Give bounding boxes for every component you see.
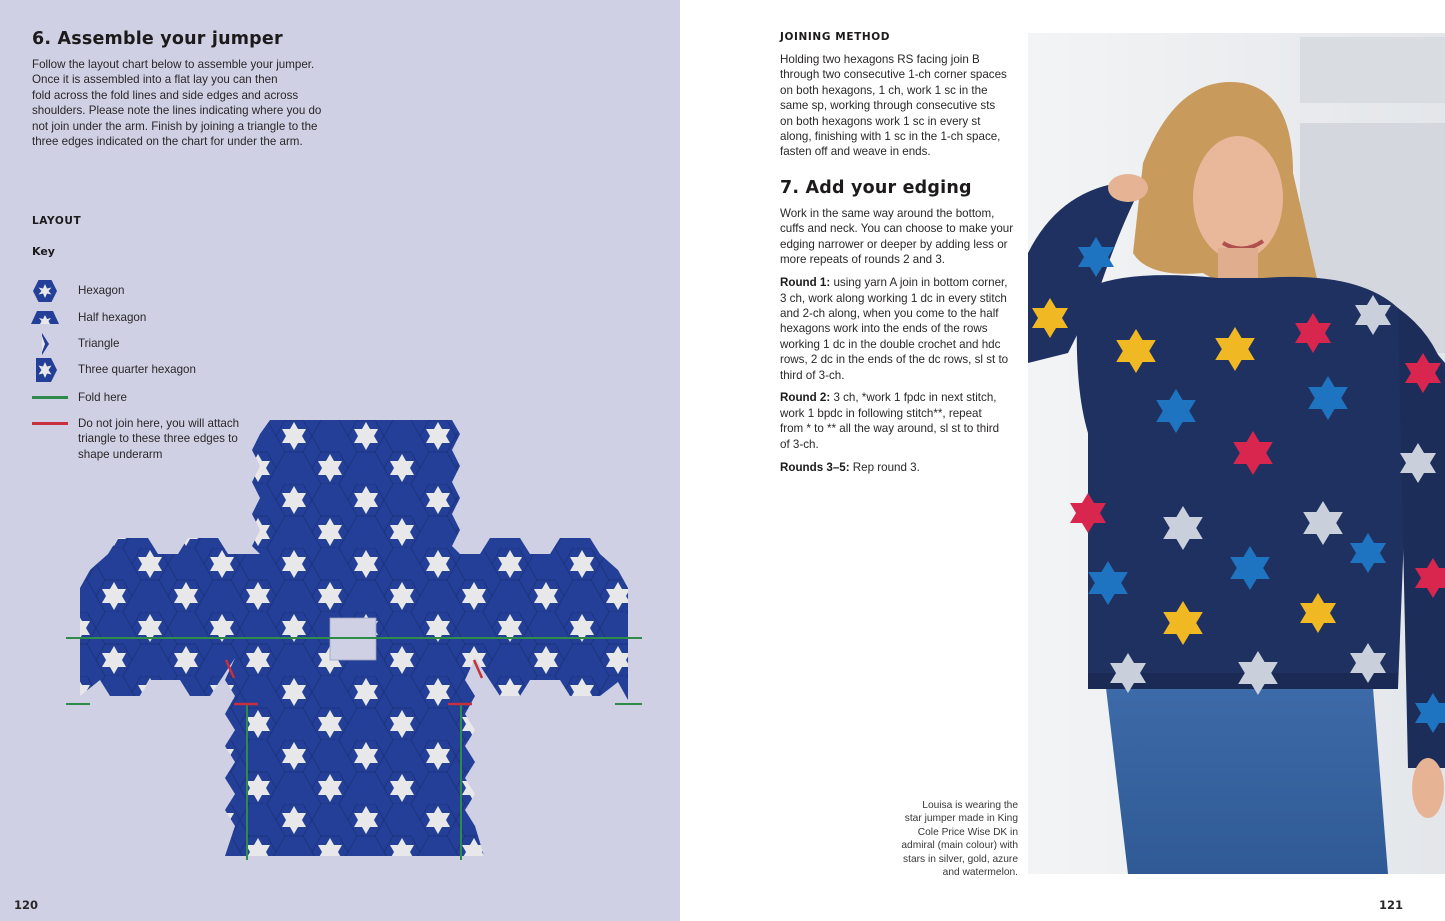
rounds-3-5 <box>780 460 1020 475</box>
text-line: stars in silver, gold, azure <box>903 853 1018 865</box>
key-label: Three quarter hexagon <box>78 363 196 376</box>
layout-heading: LAYOUT <box>32 215 82 227</box>
key-label: Triangle <box>78 337 120 350</box>
key-label: Hexagon <box>78 284 125 297</box>
text-line: shoulders. Please note the lines indicating where you do <box>32 104 322 118</box>
step6-heading: 6. Assemble your jumper <box>32 29 283 49</box>
green-line-icon <box>30 386 70 408</box>
text-line: work 1 bpdc in following stitch**, repeat <box>780 406 982 420</box>
face <box>1193 136 1283 260</box>
jeans <box>1106 688 1388 874</box>
joining-method-instructions <box>780 52 1020 160</box>
round-label: Round 1: <box>780 276 831 290</box>
key-label: Fold here <box>78 391 127 404</box>
hand <box>1412 758 1444 818</box>
text-line: cuffs and neck. You can choose to make your <box>780 222 1014 236</box>
text-line: through two consecutive 1-ch corner spaces <box>780 68 1007 82</box>
left-page <box>0 0 680 921</box>
text-line: and watermelon. <box>942 867 1018 879</box>
step7-instructions <box>780 206 1020 483</box>
page-number-left: 120 <box>14 898 39 912</box>
key-label: Half hexagon <box>78 311 147 324</box>
text-line: not join under the arm. Finish by joining a triangle to the <box>32 119 318 133</box>
page-number-right: 121 <box>1379 898 1404 912</box>
model-photo <box>1028 33 1445 874</box>
three-quarter-hexagon-icon <box>30 358 60 382</box>
text-line: rows, 2 dc in the ends of the dc rows, sl st to <box>780 353 1009 367</box>
text-line: hexagons work into the ends of the rows <box>780 322 988 336</box>
text-line: Work in the same way around the bottom, <box>780 207 995 220</box>
round-2 <box>780 390 1020 452</box>
key-label: Do not join here, you will attach triangle to these three edges to shape underarm <box>78 417 240 461</box>
text-line: Follow the layout chart below to assemble your jumper. <box>32 58 315 71</box>
text-line: fold across the fold lines and side edges and across <box>32 88 299 102</box>
text-line: of 3-ch. <box>780 437 819 451</box>
text-line: and 2-ch along, when you come to the half <box>780 306 999 320</box>
text-line: three edges indicated on the chart for under the arm. <box>32 135 303 149</box>
text-line: Holding two hexagons RS facing join B <box>780 53 980 66</box>
round-label: Rounds 3–5: <box>780 460 850 474</box>
text-line: using yarn A join in bottom corner, <box>830 276 1008 290</box>
text-line: on both hexagons, 1 ch, work 1 sc in the <box>780 83 988 97</box>
triangle-icon <box>30 332 60 356</box>
text-line: admiral (main colour) with <box>901 840 1018 852</box>
text-line: along, finishing with 1 sc in the 1-ch space, <box>780 130 1001 144</box>
text-line: working 1 dc in the double crochet and hdc <box>780 337 1001 351</box>
window-pane <box>1300 37 1445 103</box>
text-line: third of 3-ch. <box>780 368 845 382</box>
key-item-triangle <box>30 332 120 356</box>
key-item-hexagon <box>30 279 125 303</box>
text-line: more repeats of rounds 2 and 3. <box>780 253 945 267</box>
step7-heading: 7. Add your edging <box>780 178 972 198</box>
step7-intro <box>780 206 1020 268</box>
text-line: Cole Price Wise DK in <box>917 826 1018 838</box>
text-line: Once it is assembled into a flat lay you can then <box>32 73 278 87</box>
text-line: 3 ch, *work 1 fpdc in next stitch, <box>830 391 997 405</box>
joining-method-heading: JOINING METHOD <box>780 31 891 43</box>
text-line: Louisa is wearing the <box>922 800 1018 811</box>
text-line: on both hexagons work 1 sc in every st <box>780 114 981 128</box>
text-line: same sp, working through consecutive sts <box>780 99 996 113</box>
half-hexagon-icon <box>30 306 60 330</box>
hexagon-icon <box>30 279 60 303</box>
round-1 <box>780 275 1020 383</box>
hand <box>1108 174 1148 202</box>
step6-instructions <box>32 57 332 149</box>
jumper-layout-diagram <box>60 420 650 860</box>
text-line: 3 ch, work along working 1 dc in every stitch <box>780 291 1007 305</box>
text-line: star jumper made in King <box>904 813 1018 825</box>
text-line: fasten off and weave in ends. <box>780 145 931 159</box>
text-line: from * to ** all the way around, sl st to third <box>780 422 1000 436</box>
photo-caption <box>880 799 1018 879</box>
text-line: edging narrower or deeper by adding less or <box>780 237 1008 251</box>
round-label: Round 2: <box>780 391 831 405</box>
key-heading: Key <box>32 245 55 258</box>
key-item-fold-line <box>30 386 127 408</box>
key-item-half-hexagon <box>30 306 147 330</box>
key-item-three-quarter-hexagon <box>30 358 196 382</box>
text-line: Rep round 3. <box>849 460 920 474</box>
